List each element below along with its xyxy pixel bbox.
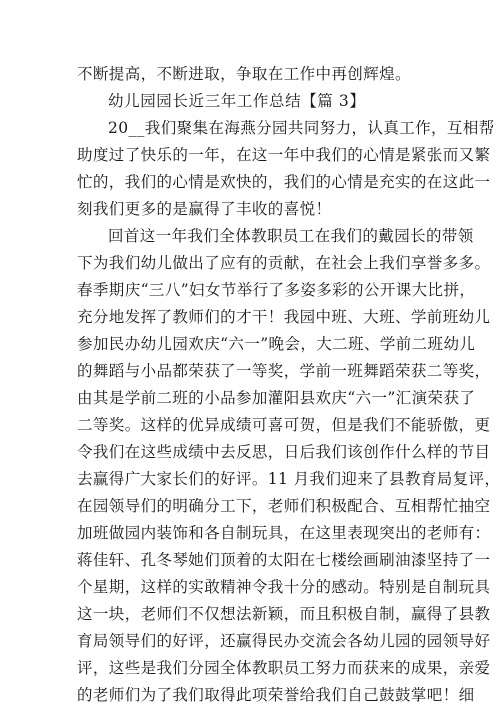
text-line: 的舞蹈与小品都荣获了一等奖，学前一班舞蹈荣获二等奖， <box>77 362 491 380</box>
text-line: 蒋佳轩、孔冬琴她们顶着的太阳在七楼绘画刷油漆坚持了一 <box>77 551 491 569</box>
text-line: 这一块，老师们不仅想法新颖，而且积极自制，赢得了县教 <box>77 605 491 623</box>
text-line: 在园领导们的明确分工下，老师们积极配合、互相帮忙抽空 <box>77 497 491 515</box>
text-line: 由其是学前二班的小品参加灌阳县欢庆“六一”汇演荣获了 <box>77 389 476 407</box>
text-line: 助度过了快乐的一年，在这一年中我们的心情是紧张而又繁 <box>77 146 491 164</box>
text-line: 充分地发挥了教师们的才干！我园中班、大班、学前班幼儿 <box>77 308 491 326</box>
text-line: 忙的，我们的心情是欢快的，我们的心情是充实的在这此一 <box>77 173 491 191</box>
text-line: 去赢得广大家长们的好评。11 月我们迎来了县教育局复评， <box>77 470 500 488</box>
text-line: 的老师们为了我们取得此项荣誉给我们自己鼓鼓掌吧！细 <box>77 686 475 704</box>
text-line: 下为我们幼儿做出了应有的贡献，在社会上我们享誉多多。 <box>77 254 491 272</box>
text-line: 加班做园内装饰和各自制玩具，在这里表现突出的老师有： <box>77 524 491 542</box>
text-line: 令我们在这些成绩中去反思，日后我们该创作什么样的节目 <box>77 443 491 461</box>
text-line: 评，这些是我们分园全体教职员工努力而获来的成果，亲爱 <box>77 659 491 677</box>
text-line: 育局领导们的好评，还赢得民办交流会各幼儿园的园领导好 <box>77 632 491 650</box>
text-line: 二等奖。这样的优异成绩可喜可贺，但是我们不能骄傲，更 <box>77 416 491 434</box>
text-line: 不断提高，不断进取，争取在工作中再创辉煌。 <box>77 65 411 83</box>
text-line: 回首这一年我们全体教职员工在我们的戴园长的带领 <box>108 227 474 245</box>
text-line: 参加民办幼儿园欢庆“六一”晚会，大二班、学前二班幼儿 <box>77 335 476 353</box>
text-line: 20__我们聚集在海燕分园共同努力，认真工作，互相帮 <box>108 119 495 137</box>
section-heading: 幼儿园园长近三年工作总结【篇 3】 <box>108 92 366 110</box>
text-line: 刻我们更多的是赢得了丰收的喜悦！ <box>77 200 332 218</box>
text-line: 春季期庆“三八”妇女节举行了多姿多彩的公开课大比拼， <box>77 281 476 299</box>
text-line: 个星期，这样的实敢精神令我十分的感动。特别是自制玩具 <box>77 578 491 596</box>
